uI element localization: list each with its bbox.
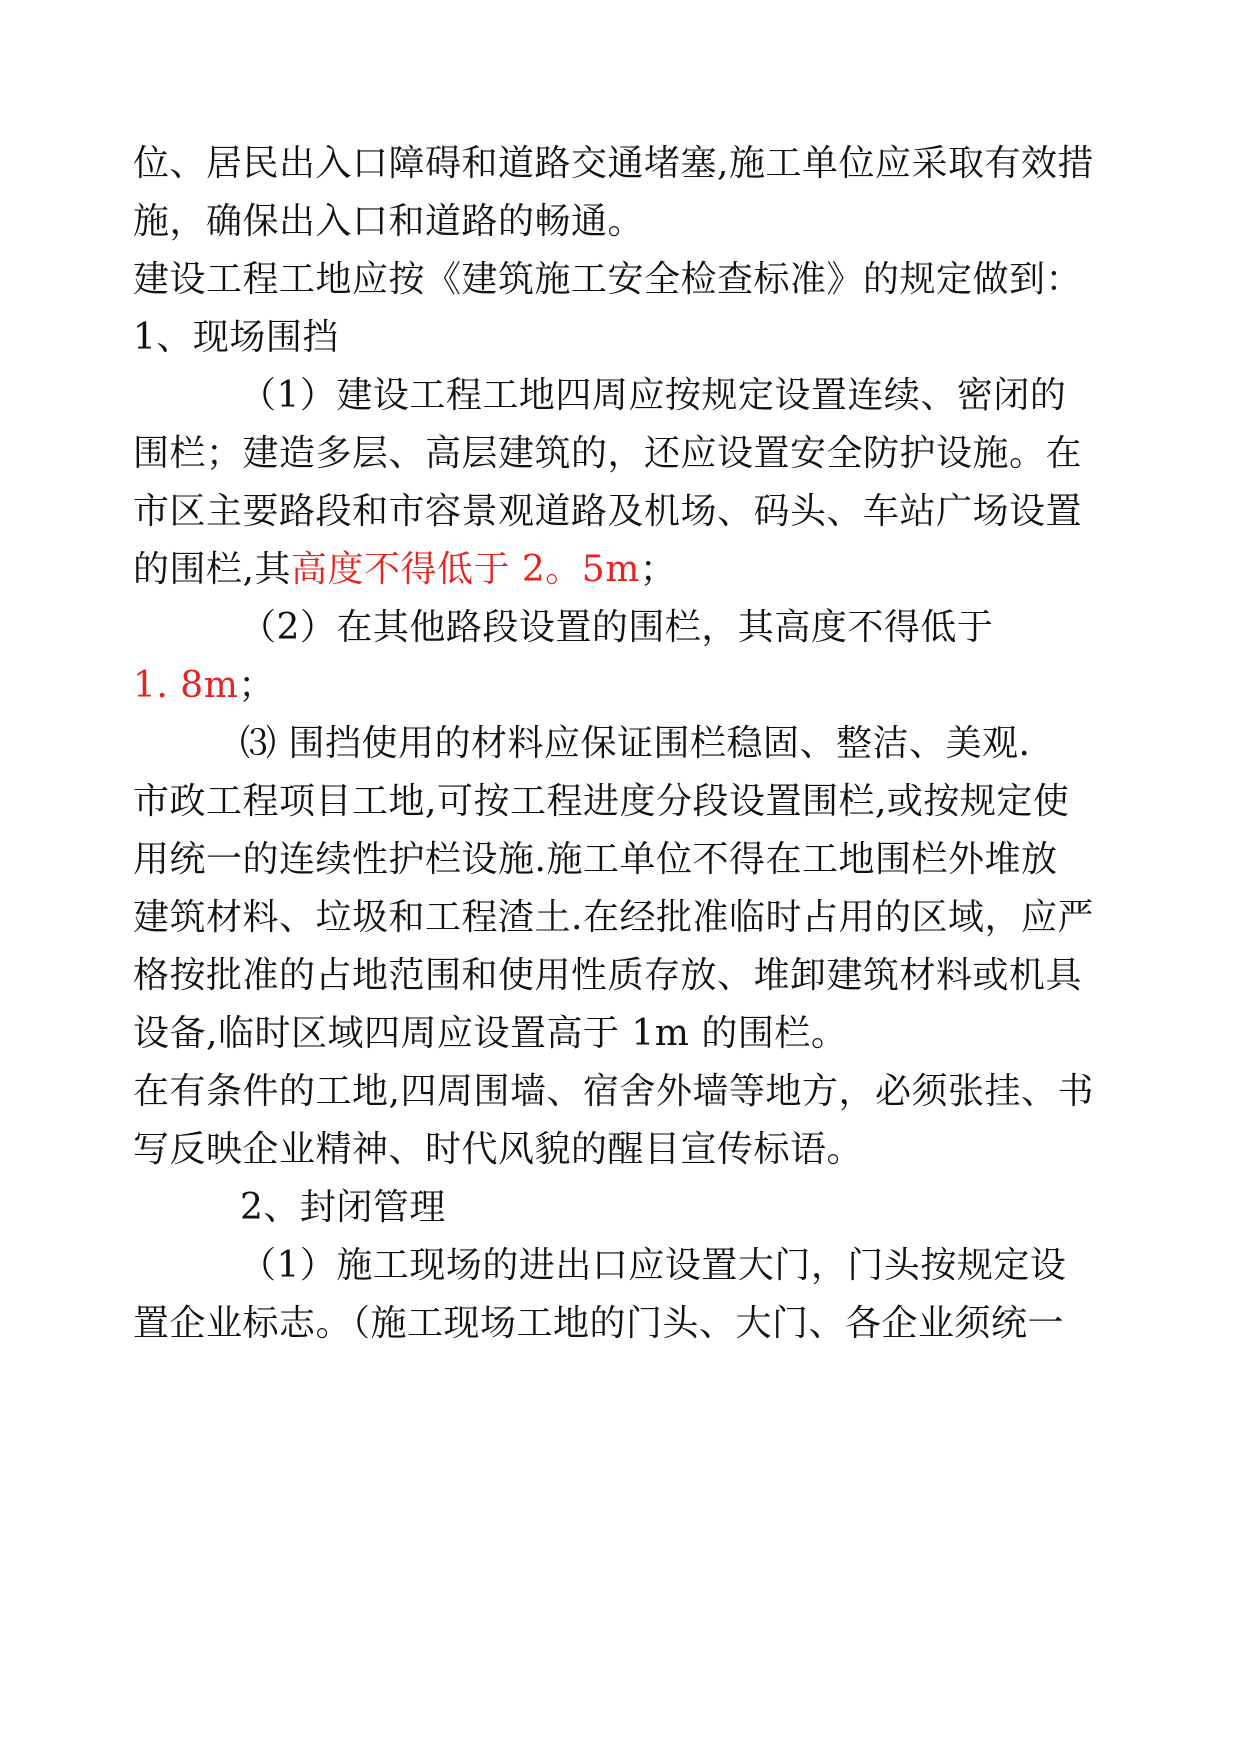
highlighted-requirement: 1. 8m (133, 665, 239, 706)
body-text-line (133, 664, 275, 708)
body-text-line: 施，确保出入口和道路的畅通。 (133, 201, 645, 242)
body-text-line: 在有条件的工地,四周围墙、宿舍外墙等地方，必须张挂、书 (133, 1071, 1094, 1112)
body-text-line: 建筑材料、垃圾和工程渣土.在经批准临时占用的区域，应严 (133, 897, 1094, 938)
body-text-segment: ； (238, 665, 275, 706)
body-text-line: 设备,临时区域四周应设置高于 1m 的围栏。 (133, 1013, 848, 1054)
body-text-line: 市政工程项目工地,可按工程进度分段设置围栏,或按规定使 (133, 781, 1070, 822)
body-text-line: 市区主要路段和市容景观道路及机场、码头、车站广场设置 (133, 491, 1083, 532)
body-text-line: （2）在其他路段设置的围栏，其高度不得低于 (240, 607, 994, 648)
body-text-line: 位、居民出入口障碍和道路交通堵塞,施工单位应采取有效措 (133, 143, 1094, 184)
body-text-line: 格按批准的占地范围和使用性质存放、堆卸建筑材料或机具 (133, 955, 1083, 996)
body-text-line: （1）建设工程工地四周应按规定设置连续、密闭的 (240, 375, 1067, 416)
section-heading: 1、现场围挡 (133, 317, 339, 358)
body-text-line: 写反映企业精神、时代风貌的醒目宣传标语。 (133, 1129, 864, 1170)
body-text-line (133, 548, 676, 592)
body-text-segment: ； (639, 549, 677, 590)
body-text-line: （1）施工现场的进出口应设置大门，门头按规定设 (240, 1245, 1067, 1286)
highlighted-requirement: 高度不得低于 2。5m (290, 549, 640, 590)
body-text-line: ⑶ 围挡使用的材料应保证围栏稳固、整洁、美观. (240, 723, 1031, 764)
body-text-line: 置企业标志。（施工现场工地的门头、大门、各企业须统一 (133, 1303, 1065, 1344)
section-heading: 2、封闭管理 (240, 1187, 446, 1228)
body-text-segment: 的围栏,其 (133, 549, 291, 590)
body-text-line: 用统一的连续性护栏设施.施工单位不得在工地围栏外堆放 (133, 839, 1058, 880)
body-text-line: 建设工程工地应按《建筑施工安全检查标准》的规定做到： (133, 259, 1083, 300)
body-text-line: 围栏；建造多层、高层建筑的，还应设置安全防护设施。在 (133, 433, 1083, 474)
